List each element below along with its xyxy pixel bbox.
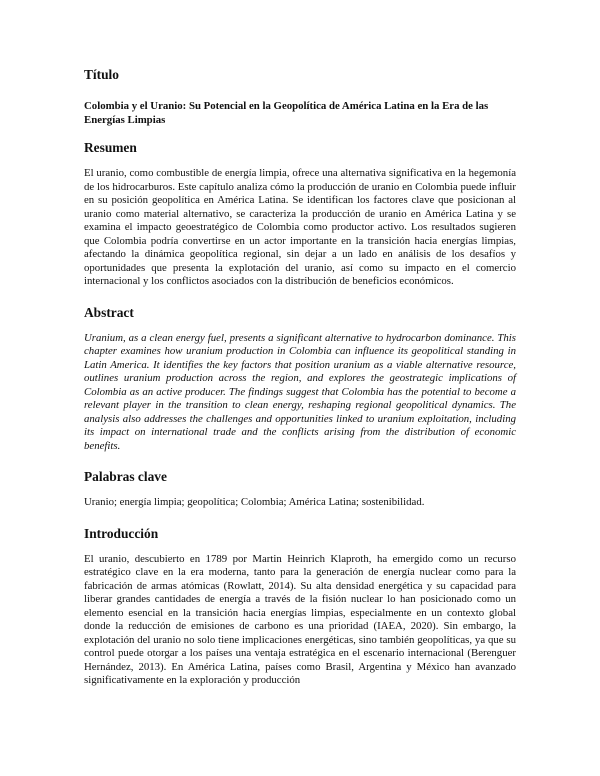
- paper-title: Colombia y el Uranio: Su Potencial en la Geopolítica de América Latina en la Era de las Energías Limpias: [84, 100, 489, 126]
- keywords-paragraph: Uranio; energía limpia; geopolítica; Colombia; América Latina; sostenibilidad.: [84, 496, 425, 508]
- resumen-heading: Resumen: [84, 140, 137, 155]
- title-label: Título: [84, 67, 119, 82]
- keywords-heading: Palabras clave: [84, 469, 167, 484]
- abstract-paragraph: Uranium, as a clean energy fuel, presents a significant alternative to hydrocarbon dominance. This chapter examines how uranium production in Colombia can influence its geopolitical standing in Latin America. It identifies the key factors that position uranium as a viable alternative resource, outlines uranium production across the region, and explores the geostrategic implications of Colombia as an active producer. The findings suggest that Colombia has the potential to become a relevant player in the transition to clean energy, reshaping regional geopolitical dynamics. The analysis also addresses the challenges and opportunities linked to uranium exploitation, including its impact on international trade and the conflicts arising from the distribution of economic benefits.: [84, 331, 516, 452]
- intro-heading: Introducción: [84, 525, 159, 541]
- abstract-heading: Abstract: [84, 304, 134, 320]
- resumen-paragraph: El uranio, como combustible de energía limpia, ofrece una alternativa significativa en la hegemonía de los hidrocarburos. Este capítulo analiza cómo la producción de uranio en Colombia puede influir en su posición geopolítica en América Latina. Se identifican los factores clave que posicionan al uranio como material alternativo, se caracteriza la producción de uranio en América Latina y se examina el impacto geoestratégico de Colombia como productor activo. Los resultados sugieren que Colombia podría convertirse en un actor importante en la transición hacia energías limpias, afectando la dinámica geopolítica regional, sin dejar a un lado en análisis de los desafíos y oportunidades que presenta la explotación del uranio, así como su impacto en el comercio internacional y los conflictos asociados con la distribución de beneficios económicos.: [84, 167, 516, 287]
- intro-paragraph: El uranio, descubierto en 1789 por Martin Heinrich Klaproth, ha emergido como un recurso estratégico clave en la era moderna, tanto para la generación de energía nuclear como para la fabricación de armas atómicas (Rowlatt, 2014). Su alta densidad energética y su capacidad para liberar grandes cantidades de energía a través de la fisión nuclear lo han posicionado como un elemento esencial en la transición hacia energías limpias, especialmente en un contexto global donde la reducción de emisiones de carbono es una prioridad (IAEA, 2020). Sin embargo, la explotación del uranio no solo tiene implicaciones energéticas, sino también geopolíticas, ya que su control puede otorgar a los países una ventaja estratégica en el escenario internacional (Berenguer Hernández, 2013). En América Latina, países como Brasil, Argentina y México han avanzado significativamente en la exploración y producción: [84, 552, 516, 686]
